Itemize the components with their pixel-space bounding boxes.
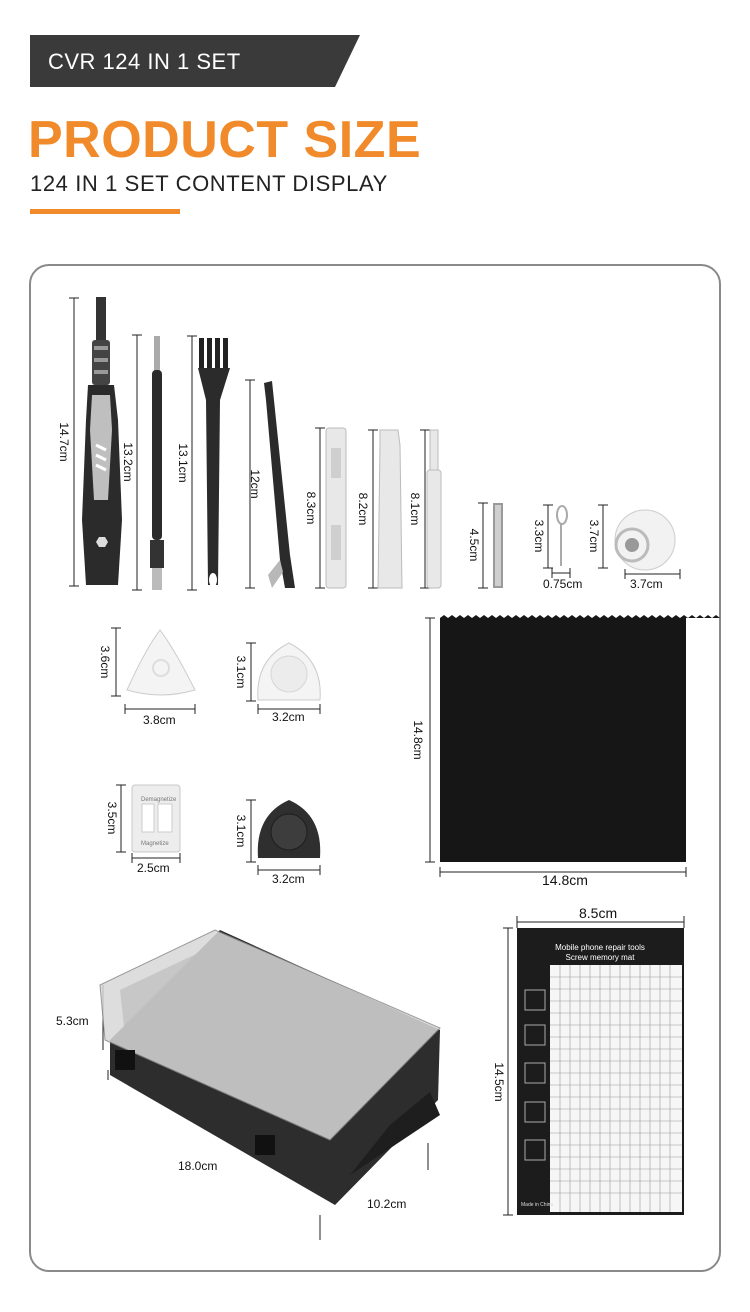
opening-pick-white-width-label: 3.2cm: [272, 710, 305, 724]
page-subtitle: 124 IN 1 SET CONTENT DISPLAY: [30, 171, 388, 196]
spudger-flat-length-label: 8.2cm: [356, 492, 370, 526]
mat-footer: Made in China: [521, 1202, 554, 1208]
magnetizer-height-label: 3.5cm: [105, 801, 119, 835]
box-length-label: 18.0cm: [178, 1159, 218, 1173]
triangle-pick: [127, 630, 195, 695]
box-height-label: 5.3cm: [56, 1014, 89, 1028]
extension-bar-length-label: 13.2cm: [121, 442, 135, 482]
spudger-flat: [378, 430, 402, 588]
mat-width-label: 8.5cm: [579, 905, 618, 921]
brush-length-label: 13.1cm: [176, 443, 190, 483]
spudger-thin-length-label: 8.1cm: [408, 492, 422, 526]
triangle-pick-width-label: 3.8cm: [143, 713, 176, 727]
mat-title-line2: Screw memory mat: [565, 953, 635, 962]
tweezers: [264, 381, 295, 588]
suction-cup: [615, 510, 675, 570]
extension-bar: [150, 336, 164, 590]
page-title: PRODUCT SIZE: [28, 111, 422, 169]
screw-memory-mat: [517, 928, 684, 1215]
opening-pick-black-height-label: 3.1cm: [234, 814, 248, 848]
screwdriver-length-label: 14.7cm: [57, 422, 71, 462]
opening-pick-white: [258, 643, 320, 700]
cloth-height-label: 14.8cm: [411, 720, 425, 760]
cleaning-cloth: [440, 615, 722, 862]
sim-pin: [557, 506, 567, 566]
opening-pick-black: [258, 800, 320, 858]
magnetizer-bottom-text: Magnetize: [141, 841, 169, 847]
screwdriver: [82, 297, 122, 585]
spudger-thin: [427, 430, 441, 588]
suction-cup-height-label: 3.7cm: [587, 519, 601, 553]
sim-pin-height-label: 3.3cm: [532, 519, 546, 553]
opening-pick-white-height-label: 3.1cm: [234, 655, 248, 689]
screwdriver-bit: [493, 503, 503, 588]
triangle-pick-height-label: 3.6cm: [98, 645, 112, 679]
banner-text: CVR 124 IN 1 SET: [48, 49, 241, 74]
spudger-double-length-label: 8.3cm: [304, 491, 318, 525]
spudger-double: [326, 428, 346, 588]
bit-length-label: 4.5cm: [467, 528, 481, 562]
mat-title-line1: Mobile phone repair tools: [555, 943, 645, 952]
magnetizer-top-text: Demagnetize: [141, 797, 177, 803]
mat-title: [520, 943, 680, 963]
brush: [198, 338, 230, 587]
suction-cup-width-label: 3.7cm: [630, 577, 663, 591]
storage-box: [100, 930, 440, 1205]
sim-pin-width-label: 0.75cm: [543, 577, 583, 591]
cloth-width-label: 14.8cm: [542, 872, 588, 888]
opening-pick-black-width-label: 3.2cm: [272, 872, 305, 886]
box-width-label: 10.2cm: [367, 1197, 407, 1211]
magnetizer-width-label: 2.5cm: [137, 861, 170, 875]
mat-height-label: 14.5cm: [492, 1062, 506, 1102]
tweezers-length-label: 12cm: [248, 469, 262, 499]
